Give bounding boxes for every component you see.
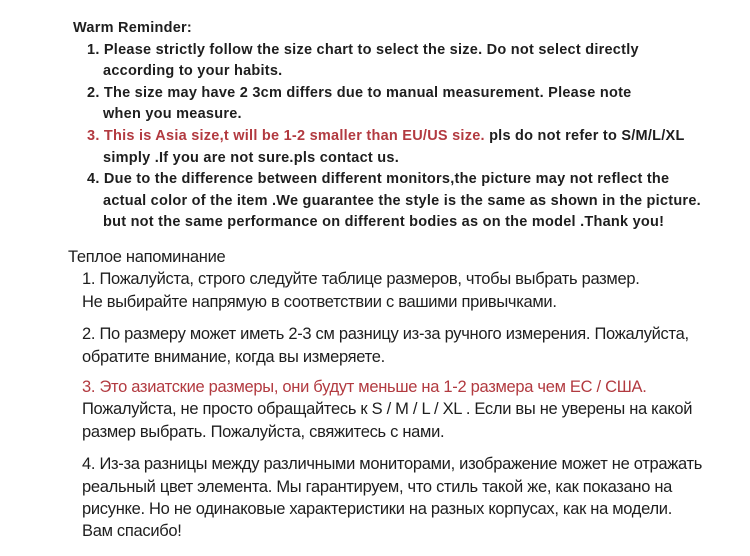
ru-item2-line1: 2. По размеру может иметь 2-3 см разницу из-за ручного измерения. Пожалуйста, [82,325,689,344]
en-item4-line1: 4. Due to the difference between different monitors,the picture may not reflect the [87,171,670,188]
en-item2-line2: when you measure. [103,106,242,123]
english-reminder-section [73,18,720,234]
en-item4-line2: actual color of the item .We guarantee the style is the same as shown in the picture. [103,192,701,209]
en-item4-line3: but not the same performance on different bodies as on the model .Thank you! [103,214,665,231]
ru-item4-line2: реальный цвет элемента. Мы гарантируем, что стиль такой же, как показано на [82,477,673,496]
ru-item2-line2: обратите внимание, когда вы измеряете. [82,347,385,366]
ru-item3-line2: Пожалуйста, не просто обращайтесь к S / M / L / XL . Если вы не уверены на какой [82,400,693,419]
en-item3-line1 [87,126,720,148]
en-item3-rest: pls do not refer to S/M/L/XL [484,127,685,144]
russian-title: Теплое напоминание [68,248,226,266]
ru-item4-line3: рисунке. Но не одинаковые характеристики на разных корпусах, как на модели. [82,500,672,519]
en-item3-red-note: 3. This is Asia size,t will be 1-2 smaller than EU/US size. [87,127,485,144]
ru-item1-line2: Не выбирайте напрямую в соответствии с вашими привычками. [82,292,557,311]
english-title: Warm Reminder: [73,20,192,36]
ru-item4-line1: 4. Из-за разницы между различными мониторами, изображение может не отражать [82,455,703,474]
ru-item3-line3: размер выбрать. Пожалуйста, свяжитесь с нами. [82,422,445,441]
en-item2-line1: 2. The size may have 2 3cm differs due to manual measurement. Please note [87,84,632,101]
en-item1-line1: 1. Please strictly follow the size chart to select the size. Do not select directly [87,41,639,58]
en-item3-line2: simply .If you are not sure.pls contact us. [103,149,399,166]
en-item1-line2: according to your habits. [103,63,283,80]
ru-item4-line4: Вам спасибо! [82,522,182,541]
russian-reminder-section [68,246,730,543]
ru-item1-line1: 1. Пожалуйста, строго следуйте таблице размеров, чтобы выбрать размер. [82,270,640,289]
ru-item3-red-note: 3. Это азиатские размеры, они будут меньше на 1-2 размера чем ЕС / США. [82,378,647,397]
